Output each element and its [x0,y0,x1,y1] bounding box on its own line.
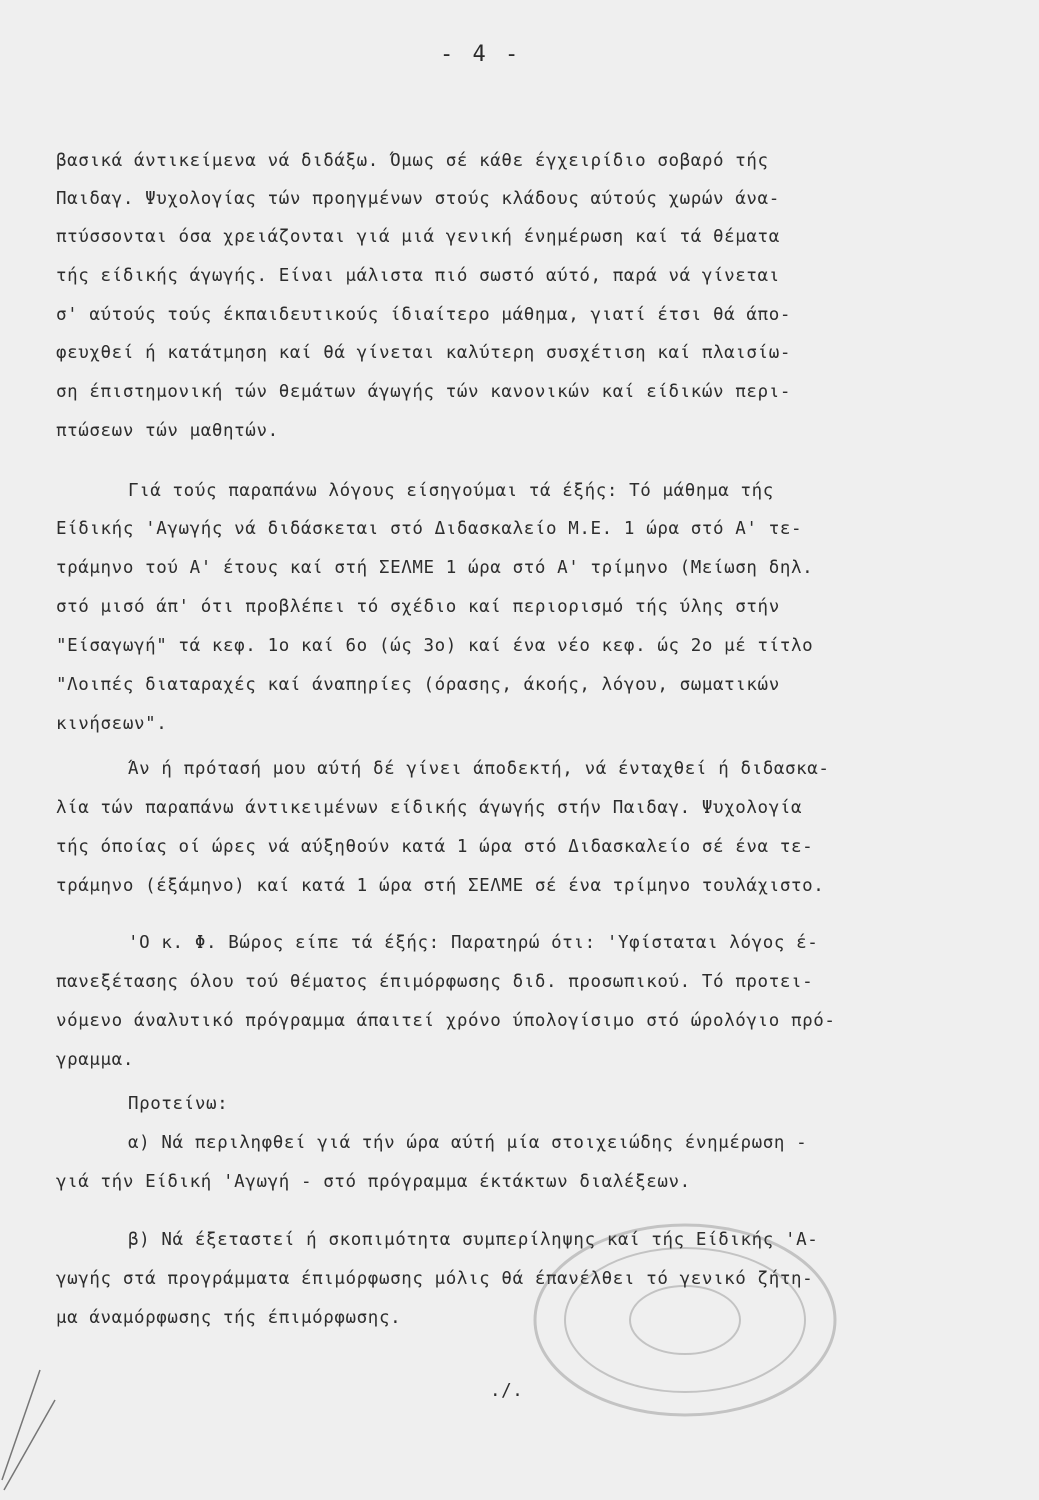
text-line: πτώσεων τών μαθητών. [56,421,279,441]
pencil-mark [0,1360,60,1500]
text-line: τής όποίας οί ώρες νά αύξηθούν κατά 1 ώρα στό Διδασκαλείο σέ ένα τε- [56,837,814,857]
text-line: Άν ή πρότασή μου αύτή δέ γίνει άποδεκτή, νά ένταχθεί ή διδασκα- [128,759,830,779]
text-line: ./. [490,1381,524,1401]
text-line: γραμμα. [56,1050,134,1070]
text-line: ση έπιστημονική τών θεμάτων άγωγής τών κανονικών καί είδικών περι- [56,382,791,402]
text-line: κινήσεων". [56,714,168,734]
text-line: γιά τήν Είδική 'Αγωγή - στό πρόγραμμα έκτάκτων διαλέξεων. [56,1172,691,1192]
text-line: πανεξέτασης όλου τού θέματος έπιμόρφωσης διδ. προσωπικού. Τό προτει- [56,972,814,992]
text-line: τράμηνο (έξάμηνο) καί κατά 1 ώρα στή ΣΕΛΜΕ σέ ένα τρίμηνο τουλάχιστο. [56,876,825,896]
text-line: φευχθεί ή κατάτμηση καί θά γίνεται καλύτερη συσχέτιση καί πλαισίω- [56,343,791,363]
text-line: Γιά τούς παραπάνω λόγους είσηγούμαι τά έξής: Τό μάθημα τής [128,481,774,501]
text-line: στό μισό άπ' ότι προβλέπει τό σχέδιο καί περιορισμό τής ύλης στήν [56,597,780,617]
text-line: σ' αύτούς τούς έκπαιδευτικούς ίδιαίτερο μάθημα, γιατί έτσι θά άπο- [56,305,791,325]
text-line: Είδικής 'Αγωγής νά διδάσκεται στό Διδασκαλείο Μ.Ε. 1 ώρα στό Α' τε- [56,519,803,539]
text-line: τράμηνο τού Α' έτους καί στή ΣΕΛΜΕ 1 ώρα στό Α' τρίμηνο (Μείωση δηλ. [56,558,814,578]
faded-stamp-seal [505,1200,865,1440]
text-line: Παιδαγ. Ψυχολογίας τών προηγμένων στούς κλάδους αύτούς χωρών άνα- [56,189,780,209]
text-line: βασικά άντικείμενα νά διδάξω. Όμως σέ κάθε έγχειρίδιο σοβαρό τής [56,151,769,171]
text-line: γωγής στά προγράμματα έπιμόρφωσης μόλις θά έπανέλθει τό γενικό ζήτη- [56,1269,814,1289]
text-line: 'Ο κ. Φ. Βώρος είπε τά έξής: Παρατηρώ ότι: 'Υφίσταται λόγος έ- [128,933,819,953]
text-line: λία τών παραπάνω άντικειμένων είδικής άγωγής στήν Παιδαγ. Ψυχολογία [56,798,803,818]
text-line: τής είδικής άγωγής. Είναι μάλιστα πιό σωστό αύτό, παρά νά γίνεται [56,266,780,286]
text-line: α) Νά περιληφθεί γιά τήν ώρα αύτή μία στοιχειώδης ένημέρωση - [128,1133,808,1153]
text-line: "Είσαγωγή" τά κεφ. 1ο καί 6ο (ώς 3ο) καί ένα νέο κεφ. ώς 2ο μέ τίτλο [56,636,814,656]
text-line: πτύσσονται όσα χρειάζονται γιά μιά γενική ένημέρωση καί τά θέματα [56,227,780,247]
page-number: - 4 - [440,42,522,67]
text-line: β) Νά έξεταστεί ή σκοπιμότητα συμπερίληψης καί τής Είδικής 'Α- [128,1230,819,1250]
text-line: Προτείνω: [128,1094,229,1114]
text-line: "Λοιπές διαταραχές καί άναπηρίες (όρασης, άκοής, λόγου, σωματικών [56,675,780,695]
text-line: νόμενο άναλυτικό πρόγραμμα άπαιτεί χρόνο ύπολογίσιμο στό ώρολόγιο πρό- [56,1011,836,1031]
text-line: μα άναμόρφωσης τής έπιμόρφωσης. [56,1308,402,1328]
